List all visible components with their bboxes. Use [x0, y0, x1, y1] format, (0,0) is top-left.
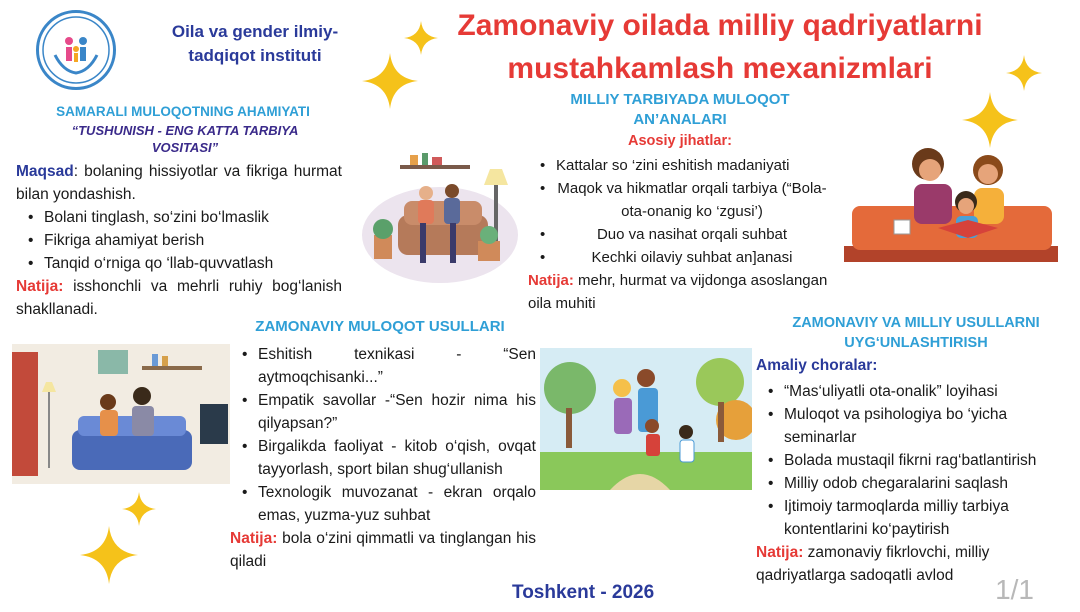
list-item: • Ijtimoiy tarmoqlarda milliy tarbiya kontentlarini ko‘paytirish: [756, 495, 1072, 541]
sparkle-icon: [362, 48, 418, 114]
list-item: • Maqok va hikmatlar orqali tarbiya (“Bola-ota-onanig ko ‘zgusi’): [528, 177, 828, 223]
list-item: • Kattalar so ‘zini eshitish madaniyati: [528, 154, 828, 177]
section4-sublabel: Amaliy choralar:: [756, 357, 878, 374]
section3-list: [230, 343, 536, 527]
result-label: Natija:: [756, 544, 804, 561]
section2-heading: MILLIY TARBIYADA MULOQOT AN’ANALARI: [570, 91, 790, 128]
list-item: • Empatik savollar -“Sen hozir nima his qilyapsan?”: [230, 389, 536, 435]
list-item: • Muloqot va psihologiya bo ‘yicha seminarlar: [756, 403, 1072, 449]
result-text: isshonchli va mehrli ruhiy bog‘lanish shakllanadi.: [16, 278, 342, 318]
list-item: • “Mas‘uliyatli ota-onalik” loyihasi: [756, 380, 1072, 403]
family-couch-illustration: [360, 145, 520, 285]
goal-text: : bolaning hissiyotlar va fikriga hurmat bilan yondashish.: [16, 163, 342, 203]
footer-city: Toshkent - 2026: [512, 582, 655, 603]
sparkle-icon: [80, 520, 138, 590]
family-reading-illustration: [838, 140, 1062, 270]
result-text: bola o‘zini qimmatli va tinglangan his qiladi: [230, 530, 536, 570]
list-item: • Kechki oilaviy suhbat an]anasi: [528, 246, 828, 269]
family-walk-illustration: [540, 348, 752, 490]
list-item: • Texnologik muvozanat - ekran orqalo emas, yuzma-yuz suhbat: [230, 481, 536, 527]
section1-body: [16, 160, 342, 321]
section3-heading: ZAMONAVIY MULOQOT USULLARI: [255, 318, 505, 335]
section1-subheading: “TUSHUNISH - ENG KATTA TARBIYA VOSITASI”: [71, 123, 299, 155]
section1-list: [16, 206, 342, 275]
institute-logo: [36, 10, 116, 90]
result-text: mehr, hurmat va vijdonga asoslangan oila muhiti: [528, 272, 828, 312]
father-son-illustration: [12, 344, 230, 484]
list-item: • Birgalikda faoliyat - kitob o‘qish, ovqat tayyorlash, sport bilan shug‘ullanish: [230, 435, 536, 481]
result-label: Natija:: [528, 272, 574, 289]
result-label: Natija:: [16, 278, 64, 295]
list-item: • Bolada mustaqil fikrni rag‘batlantirish: [756, 449, 1072, 472]
institute-name: Oila va gender ilmiy-tadqiqot instituti: [171, 22, 339, 65]
result-text: zamonaviy fikrlovchi, milliy qadriyatlarga sadoqatli avlod: [756, 544, 990, 584]
section1-heading: SAMARALI MULOQOTNING AHAMIYATI: [56, 104, 310, 119]
page-title: Zamonaviy oilada milliy qadriyatlarni mustahkamlash mexanizmlari: [457, 9, 983, 85]
list-item: • Bolani tinglash, so‘zini bo‘lmaslik: [16, 206, 342, 229]
section4-heading: ZAMONAVIY VA MILLIY USULLARNI UYG‘UNLASHTIRISH: [792, 315, 1040, 351]
list-item: • Duo va nasihat orqali suhbat: [528, 223, 828, 246]
page-indicator: 1/1: [995, 574, 1034, 605]
section4-body: [756, 380, 1072, 587]
section2-body: [528, 154, 828, 315]
section2-sublabel: Asosiy jihatlar:: [628, 133, 732, 149]
goal-label: Maqsad: [16, 163, 74, 180]
list-item: • Tanqid o‘rniga qo ‘llab-quvvatlash: [16, 252, 342, 275]
section3-body: [230, 343, 536, 573]
list-item: • Fikriga ahamiyat berish: [16, 229, 342, 252]
section2-list: [528, 154, 828, 269]
result-label: Natija:: [230, 530, 278, 547]
section4-list: [756, 380, 1072, 541]
list-item: • Milliy odob chegaralarini saqlash: [756, 472, 1072, 495]
list-item: • Eshitish texnikasi - “Sen aytmoqchisanki...”: [230, 343, 536, 389]
